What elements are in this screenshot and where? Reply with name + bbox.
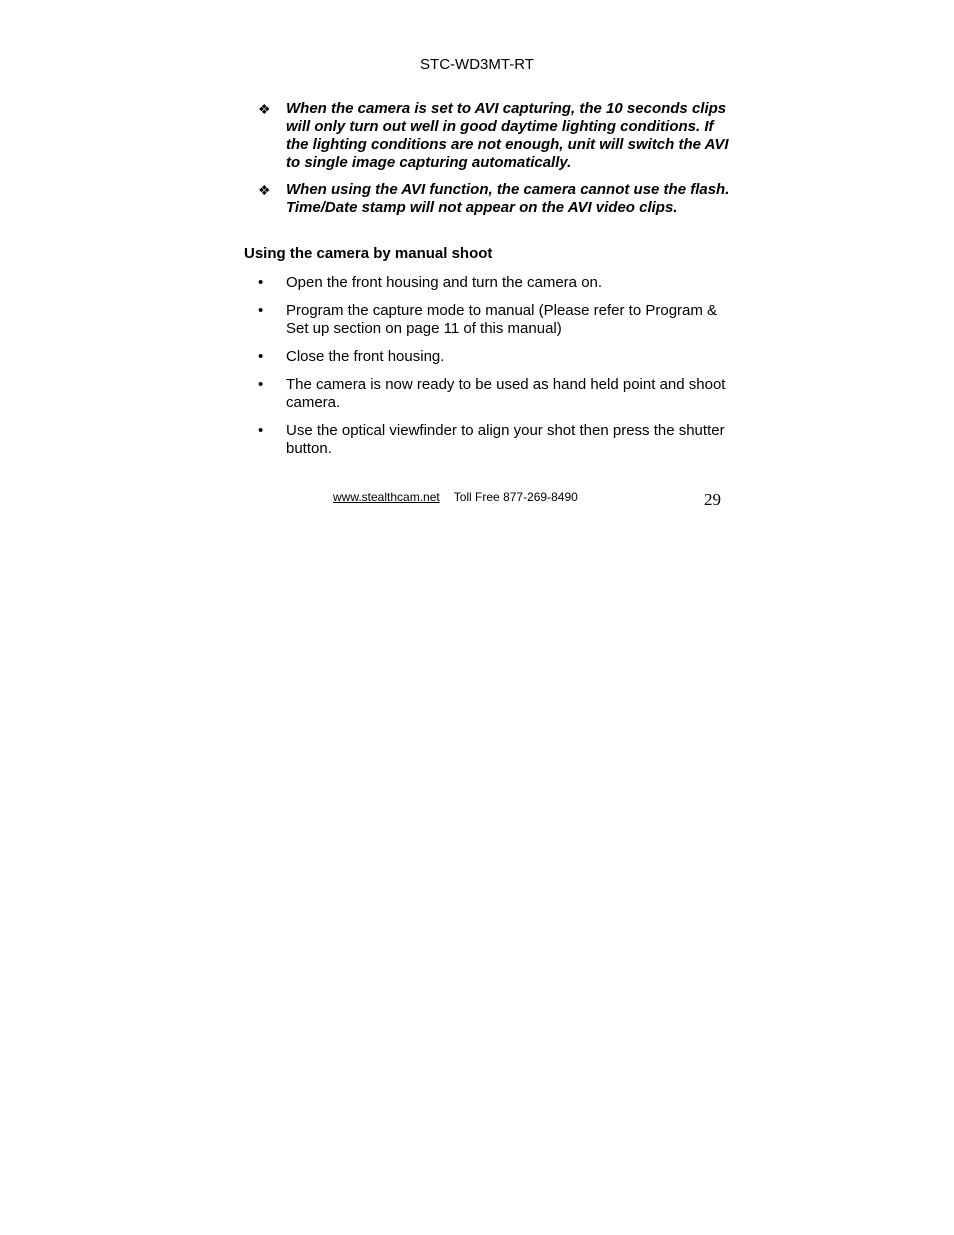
bullet-dot-icon: • [258, 376, 264, 393]
section-heading: Using the camera by manual shoot [244, 245, 493, 262]
step-item [244, 274, 734, 292]
page-number: 29 [704, 490, 721, 509]
step-item [244, 376, 734, 412]
note-text: When the camera is set to AVI capturing, the 10 seconds clips will only turn out well in good daytime lighting conditions. If the lighting conditions are not enough, unit will switch the AVI to single image capturing automatically. [286, 100, 729, 171]
step-text: Program the capture mode to manual (Please refer to Program & Set up section on page 11 of this manual) [286, 302, 718, 337]
step-item [244, 348, 734, 366]
step-item [244, 302, 734, 338]
page-header-title: STC-WD3MT-RT [420, 56, 534, 73]
page-footer [333, 490, 578, 505]
step-text: Use the optical viewfinder to align your shot then press the shutter button. [286, 422, 725, 457]
step-item [244, 422, 734, 458]
bullet-dot-icon: • [258, 348, 264, 365]
diamond-bullet-icon: ❖ [258, 101, 271, 117]
note-item [244, 100, 734, 172]
note-item [244, 181, 734, 217]
step-text: The camera is now ready to be used as hand held point and shoot camera. [286, 376, 726, 411]
diamond-bullet-icon: ❖ [258, 182, 271, 198]
bullet-dot-icon: • [258, 302, 264, 319]
note-text: When using the AVI function, the camera cannot use the flash. Time/Date stamp will not appear on the AVI video clips. [286, 181, 730, 216]
steps-list [244, 274, 734, 468]
step-text: Close the front housing. [286, 348, 445, 365]
website-link[interactable]: www.stealthcam.net [333, 490, 440, 504]
step-text: Open the front housing and turn the camera on. [286, 274, 603, 291]
bullet-dot-icon: • [258, 422, 264, 439]
notes-list [244, 100, 734, 226]
toll-free-number: Toll Free 877-269-8490 [453, 490, 578, 504]
bullet-dot-icon: • [258, 274, 264, 291]
